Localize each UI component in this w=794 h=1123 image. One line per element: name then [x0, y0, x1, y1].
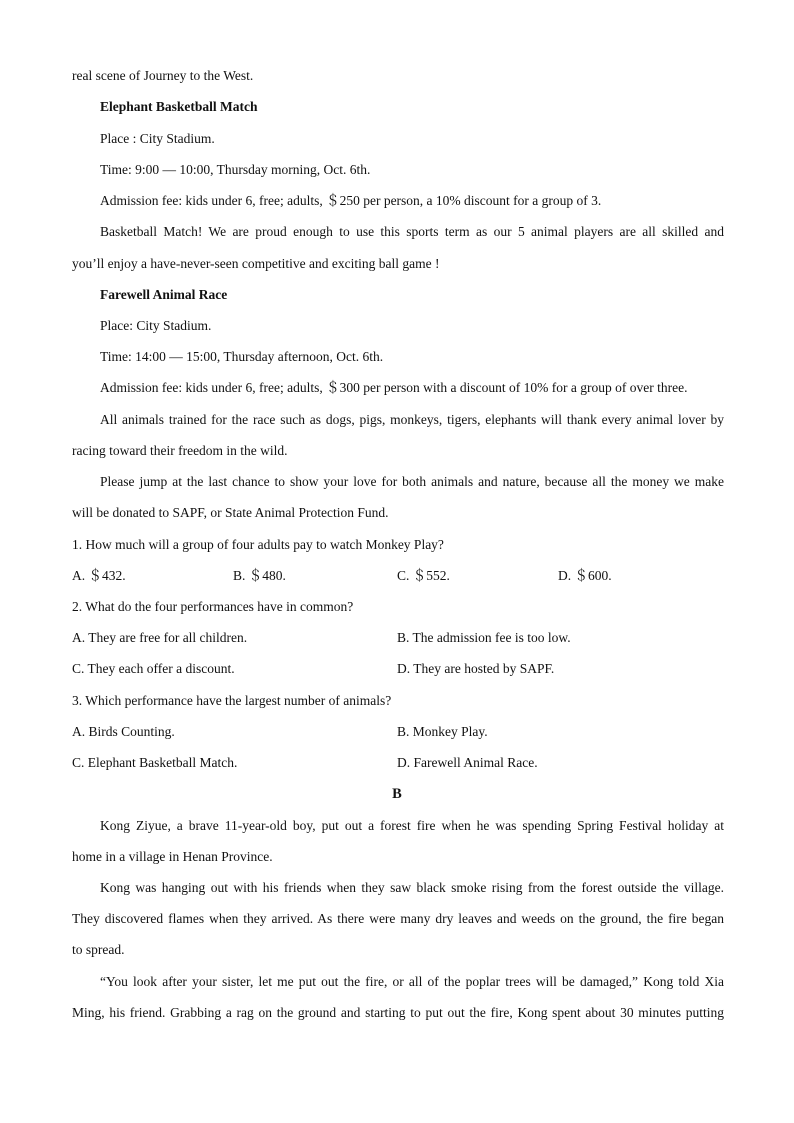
passage-b-line: home in a village in Henan Province. [72, 849, 273, 864]
passage-b-line: Ming, his friend. Grabbing a rag on the ground and starting to put out the fire, Kong spent about 30 minutes putting [72, 1005, 724, 1020]
question-3-option-c: C. Elephant Basketball Match. [72, 755, 238, 770]
event-description-line: racing toward their freedom in the wild. [72, 443, 288, 458]
event-description-line: Basketball Match! We are proud enough to use this sports term as our 5 animal players are all skilled and [100, 224, 724, 239]
question-1-option-c: C. ＄552. [397, 568, 450, 583]
question-3-option-d: D. Farewell Animal Race. [397, 755, 538, 770]
question-stem-1: 1. How much will a group of four adults pay to watch Monkey Play? [72, 537, 444, 552]
question-2-option-a: A. They are free for all children. [72, 630, 248, 645]
question-stem-2: 2. What do the four performances have in common? [72, 599, 354, 614]
event-title-farewell-race: Farewell Animal Race [100, 287, 228, 302]
closing-paragraph-line: Please jump at the last chance to show your love for both animals and nature, because all the money we make [100, 474, 724, 489]
passage-b-line: They discovered flames when they arrived. As there were many dry leaves and weeds on the ground, the fire began [72, 911, 724, 926]
event-time: Time: 14:00 — 15:00, Thursday afternoon, Oct. 6th. [100, 349, 384, 364]
intro-tail-line: real scene of Journey to the West. [72, 68, 254, 83]
question-2-option-c: C. They each offer a discount. [72, 661, 235, 676]
passage-b-line: “You look after your sister, let me put out the fire, or all of the poplar trees will be damaged,” Kong told Xia [100, 974, 724, 989]
event-place: Place: City Stadium. [100, 318, 212, 333]
event-description-line: you’ll enjoy a have-never-seen competitive and exciting ball game ! [72, 256, 440, 271]
passage-b-line: Kong Ziyue, a brave 11-year-old boy, put out a forest fire when he was spending Spring Festival holiday at [100, 818, 724, 833]
closing-paragraph-line: will be donated to SAPF, or State Animal Protection Fund. [72, 505, 389, 520]
event-fee: Admission fee: kids under 6, free; adults, ＄300 per person with a discount of 10% for a group of over three. [100, 380, 688, 395]
question-3-option-a: A. Birds Counting. [72, 724, 175, 739]
event-title-elephant-basketball: Elephant Basketball Match [100, 99, 258, 114]
event-time: Time: 9:00 — 10:00, Thursday morning, Oct. 6th. [100, 162, 371, 177]
question-2-option-b: B. The admission fee is too low. [397, 630, 571, 645]
passage-b-line: to spread. [72, 942, 125, 957]
section-heading-b: B [392, 786, 402, 802]
passage-b-line: Kong was hanging out with his friends when they saw black smoke rising from the forest outside the village. [100, 880, 724, 895]
event-place: Place : City Stadium. [100, 131, 215, 146]
question-2-option-d: D. They are hosted by SAPF. [397, 661, 555, 676]
question-1-option-b: B. ＄480. [233, 568, 286, 583]
question-1-option-d: D. ＄600. [558, 568, 612, 583]
event-description-line: All animals trained for the race such as dogs, pigs, monkeys, tigers, elephants will thank every animal lover by [100, 412, 724, 427]
question-3-option-b: B. Monkey Play. [397, 724, 488, 739]
question-stem-3: 3. Which performance have the largest number of animals? [72, 693, 392, 708]
event-fee: Admission fee: kids under 6, free; adults, ＄250 per person, a 10% discount for a group of 3. [100, 193, 602, 208]
question-1-option-a: A. ＄432. [72, 568, 126, 583]
